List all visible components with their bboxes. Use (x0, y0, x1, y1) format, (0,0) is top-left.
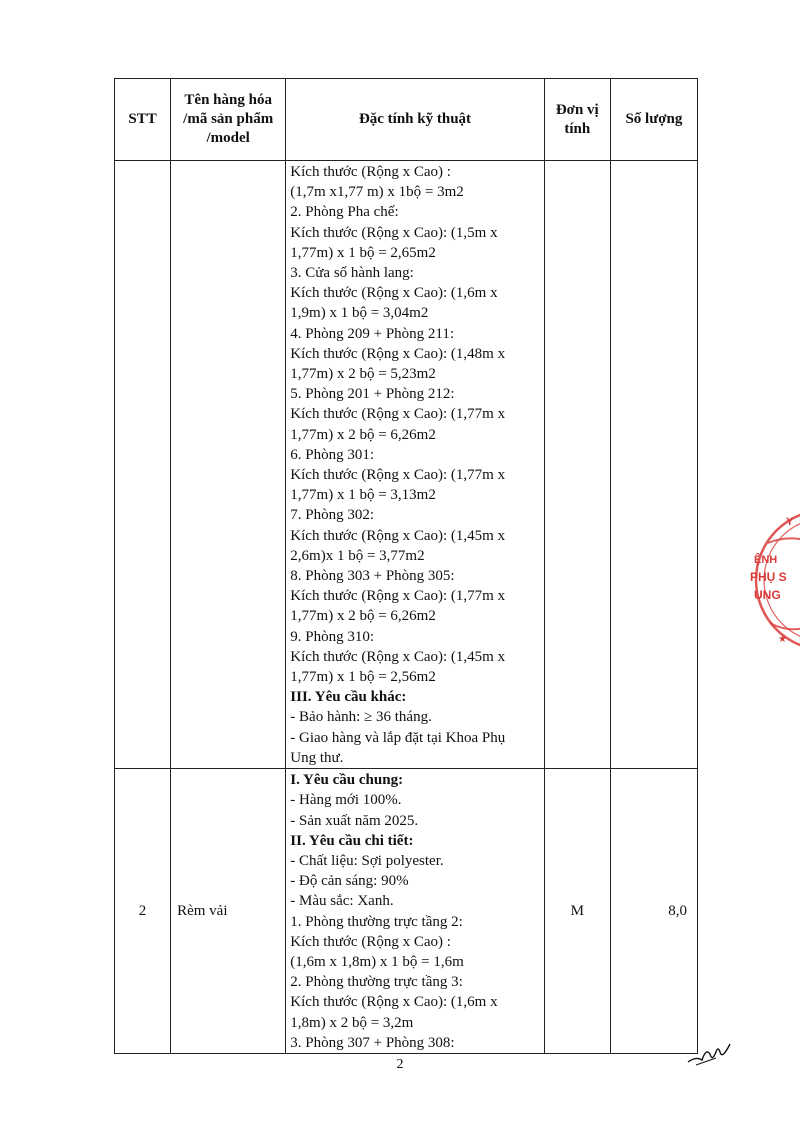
row2-unit: M (544, 769, 610, 1054)
spec-line: Kích thước (Rộng x Cao) : (290, 933, 451, 950)
spec-line: - Bảo hành: ≥ 36 tháng. (290, 709, 432, 726)
spec-line: 7. Phòng 302: (290, 507, 375, 524)
spec-line: - Hàng mới 100%. (290, 792, 402, 809)
header-stt: STT (115, 79, 171, 161)
header-name: Tên hàng hóa /mã sản phẩm /model (171, 79, 286, 161)
red-stamp (748, 505, 800, 655)
spec-line: 2. Phòng thường trực tầng 3: (290, 974, 463, 991)
row2-stt: 2 (115, 769, 171, 1054)
spec-line: Kích thước (Rộng x Cao): (1,6m x (290, 285, 498, 302)
spec-line: I. Yêu cầu chung: (290, 772, 404, 789)
table-row (115, 769, 698, 1054)
header-unit: Đơn vị tính (544, 79, 610, 161)
spec-line: Kích thước (Rộng x Cao): (1,77m x (290, 467, 506, 484)
spec-line: 1,77m) x 2 bộ = 6,26m2 (290, 426, 436, 443)
spec-line: 1,77m) x 2 bộ = 6,26m2 (290, 608, 436, 625)
spec-line: 1. Phòng thường trực tầng 2: (290, 913, 463, 930)
table-row (115, 161, 698, 769)
spec-line: 4. Phòng 209 + Phòng 211: (290, 325, 455, 342)
spec-line: 3. Phòng 307 + Phòng 308: (290, 1034, 455, 1051)
spec-line: Kích thước (Rộng x Cao): (1,77m x (290, 588, 506, 605)
spec-line: 1,8m) x 2 bộ = 3,2m (290, 1014, 414, 1031)
row2-spec-text (286, 769, 543, 1053)
spec-line: 9. Phòng 310: (290, 628, 375, 645)
page-number: 2 (396, 1057, 404, 1072)
spec-table (114, 78, 698, 1054)
spec-line: Kích thước (Rộng x Cao): (1,77m x (290, 406, 506, 423)
spec-line: - Sản xuất năm 2025. (290, 812, 419, 829)
spec-line: - Chất liệu: Sợi polyester. (290, 852, 444, 869)
header-spec: Đặc tính kỹ thuật (286, 79, 544, 161)
row1-spec-cell (286, 161, 544, 769)
spec-line: (1,6m x 1,8m) x 1 bộ = 1,6m (290, 953, 464, 970)
spec-line: Kích thước (Rộng x Cao): (1,45m x (290, 527, 506, 544)
row1-spec-text (286, 161, 543, 768)
spec-line: 2. Phòng Pha chế: (290, 204, 399, 221)
spec-line: 2,6m)x 1 bộ = 3,77m2 (290, 547, 425, 564)
spec-line: 1,77m) x 1 bộ = 2,65m2 (290, 244, 436, 261)
spec-line: - Giao hàng và lắp đặt tại Khoa Phụ (290, 729, 506, 746)
row1-unit-cell (544, 161, 610, 769)
signature (686, 1038, 732, 1073)
spec-line: 3. Cửa sổ hành lang: (290, 265, 414, 282)
spec-line: III. Yêu cầu khác: (290, 689, 407, 706)
spec-line: II. Yêu cầu chi tiết: (290, 832, 414, 849)
svg-text:★: ★ (778, 634, 787, 645)
signature-icon (686, 1038, 732, 1068)
stamp-icon (748, 505, 800, 655)
row1-qty-cell (610, 161, 697, 769)
stamp-line3: UNG (754, 588, 781, 602)
spec-line: Kích thước (Rộng x Cao): (1,45m x (290, 648, 506, 665)
row2-name: Rèm vải (171, 769, 286, 1054)
spec-line: (1,7m x1,77 m) x 1bộ = 3m2 (290, 184, 464, 201)
spec-line: Kích thước (Rộng x Cao): (1,6m x (290, 994, 498, 1011)
spec-line: 5. Phòng 201 + Phòng 212: (290, 386, 455, 403)
svg-text:Y: Y (786, 516, 794, 528)
spec-line: 8. Phòng 303 + Phòng 305: (290, 568, 455, 585)
stamp-line2: PHỤ S (750, 570, 787, 584)
spec-line: - Màu sắc: Xanh. (290, 893, 394, 910)
row2-qty: 8,0 (610, 769, 697, 1054)
spec-line: 1,77m) x 2 bộ = 5,23m2 (290, 366, 436, 383)
spec-line: 1,9m) x 1 bộ = 3,04m2 (290, 305, 429, 322)
header-qty: Số lượng (610, 79, 697, 161)
row1-name-cell (171, 161, 286, 769)
spec-line: Ung thư. (290, 749, 344, 766)
row1-stt-cell (115, 161, 171, 769)
spec-line: Kích thước (Rộng x Cao) : (290, 164, 451, 180)
table-header-row (115, 79, 698, 161)
stamp-line1: ỆNH (754, 554, 778, 566)
spec-line: - Độ cản sáng: 90% (290, 873, 409, 890)
row2-spec-cell (286, 769, 544, 1054)
spec-line: Kích thước (Rộng x Cao): (1,5m x (290, 224, 498, 241)
spec-line: 1,77m) x 1 bộ = 3,13m2 (290, 487, 436, 504)
spec-line: 1,77m) x 1 bộ = 2,56m2 (290, 669, 436, 686)
spec-line: 6. Phòng 301: (290, 446, 375, 463)
spec-line: Kích thước (Rộng x Cao): (1,48m x (290, 345, 506, 362)
